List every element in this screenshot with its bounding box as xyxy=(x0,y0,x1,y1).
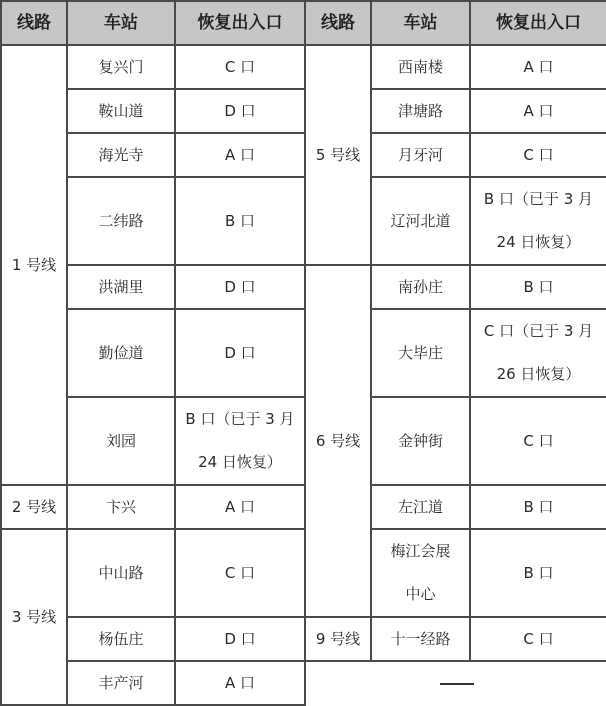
header-exit: 恢复出入口 xyxy=(175,1,305,45)
exit-cell: C 口 xyxy=(175,529,305,617)
station-cell: 海光寺 xyxy=(67,133,175,177)
exit-cell: B 口 xyxy=(175,177,305,265)
header-station: 车站 xyxy=(371,1,470,45)
station-cell: 辽河北道 xyxy=(371,177,470,265)
exit-cell: C 口 xyxy=(470,397,606,485)
table-row xyxy=(1,133,606,177)
station-cell: 西南楼 xyxy=(371,45,470,89)
exit-cell: B 口 xyxy=(470,485,606,529)
line-cell-3: 3 号线 xyxy=(1,529,67,705)
exit-cell: D 口 xyxy=(175,265,305,309)
exit-cell: A 口 xyxy=(175,661,305,705)
station-cell: 二纬路 xyxy=(67,177,175,265)
station-cell: 月牙河 xyxy=(371,133,470,177)
station-text-line: 梅江会展 xyxy=(390,542,451,560)
exit-cell-multiline xyxy=(175,397,305,485)
station-cell: 勤俭道 xyxy=(67,309,175,397)
header-station: 车站 xyxy=(67,1,175,45)
exit-cell: D 口 xyxy=(175,89,305,133)
header-line: 线路 xyxy=(305,1,371,45)
table-row xyxy=(1,177,606,265)
line-cell-6: 6 号线 xyxy=(305,265,371,617)
exit-text-line: 24 日恢复） xyxy=(198,453,282,471)
station-cell: 大毕庄 xyxy=(371,309,470,397)
station-cell-multiline xyxy=(371,529,470,617)
exit-text-line: C 口（已于 3 月 xyxy=(483,322,594,340)
header-exit: 恢复出入口 xyxy=(470,1,606,45)
station-cell: 津塘路 xyxy=(371,89,470,133)
exit-cell: A 口 xyxy=(175,485,305,529)
dash-mark xyxy=(440,683,474,685)
exit-cell: A 口 xyxy=(470,89,606,133)
station-cell: 十一经路 xyxy=(371,617,470,661)
station-cell: 金钟街 xyxy=(371,397,470,485)
station-cell: 杨伍庄 xyxy=(67,617,175,661)
exit-cell-multiline xyxy=(470,309,606,397)
station-cell: 南孙庄 xyxy=(371,265,470,309)
table-row xyxy=(1,661,606,705)
table-row xyxy=(1,397,606,485)
table-row xyxy=(1,89,606,133)
exit-text-line: 26 日恢复） xyxy=(496,365,581,383)
exit-cell: A 口 xyxy=(470,45,606,89)
station-cell: 复兴门 xyxy=(67,45,175,89)
station-text-line: 中心 xyxy=(405,585,436,603)
header-line: 线路 xyxy=(1,1,67,45)
table-row xyxy=(1,309,606,397)
exit-cell: D 口 xyxy=(175,309,305,397)
table-row xyxy=(1,265,606,309)
line-cell-5: 5 号线 xyxy=(305,45,371,265)
table-row xyxy=(1,529,606,617)
table-header-row xyxy=(1,1,606,45)
table-row xyxy=(1,617,606,661)
exit-cell: C 口 xyxy=(470,133,606,177)
line-cell-1: 1 号线 xyxy=(1,45,67,485)
exit-cell: D 口 xyxy=(175,617,305,661)
empty-cell xyxy=(305,661,606,705)
exit-cell-multiline xyxy=(470,177,606,265)
station-cell: 左江道 xyxy=(371,485,470,529)
station-cell: 卞兴 xyxy=(67,485,175,529)
station-cell: 中山路 xyxy=(67,529,175,617)
exit-cell: B 口 xyxy=(470,265,606,309)
line-cell-9: 9 号线 xyxy=(305,617,371,661)
exit-cell: C 口 xyxy=(470,617,606,661)
exit-cell: B 口 xyxy=(470,529,606,617)
station-cell: 洪湖里 xyxy=(67,265,175,309)
station-cell: 鞍山道 xyxy=(67,89,175,133)
line-cell-2: 2 号线 xyxy=(1,485,67,529)
exit-cell: A 口 xyxy=(175,133,305,177)
station-cell: 丰产河 xyxy=(67,661,175,705)
exit-text-line: B 口（已于 3 月 xyxy=(185,410,295,428)
table-row xyxy=(1,45,606,89)
exit-cell: C 口 xyxy=(175,45,305,89)
table-row xyxy=(1,485,606,529)
exit-text-line: 24 日恢复） xyxy=(496,233,581,251)
exit-text-line: B 口（已于 3 月 xyxy=(483,190,594,208)
station-cell: 刘园 xyxy=(67,397,175,485)
